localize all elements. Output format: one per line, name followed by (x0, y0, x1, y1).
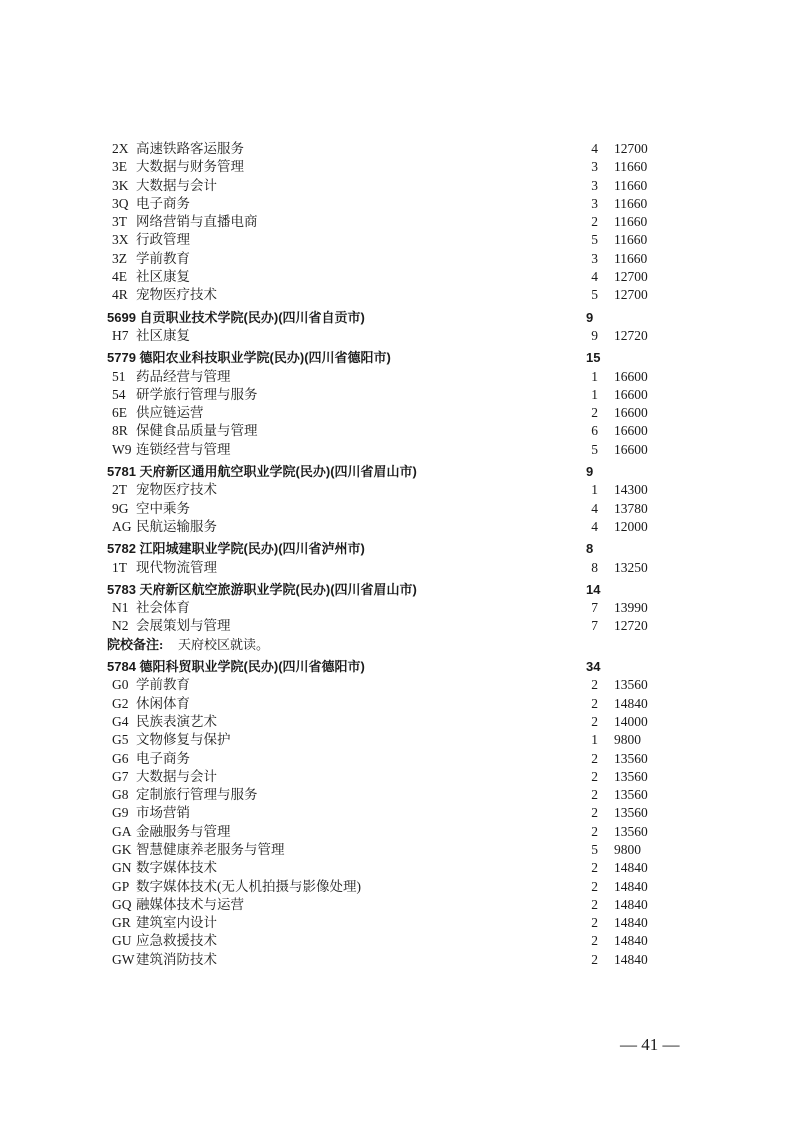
program-row (0, 158, 800, 176)
program-name: 大数据与财务管理 (136, 159, 244, 175)
program-name: 连锁经营与管理 (136, 441, 231, 457)
program-code: 3Z (112, 250, 127, 266)
tuition-fee: 12000 (614, 518, 648, 534)
program-row (0, 500, 800, 518)
school-name: 5784 德阳科贸职业学院(民办)(四川省德阳市) (107, 659, 365, 675)
tuition-fee: 13560 (614, 823, 648, 839)
school-name: 5783 天府新区航空旅游职业学院(民办)(四川省眉山市) (107, 581, 417, 597)
tuition-fee: 12700 (614, 269, 648, 285)
school-name: 5699 自贡职业技术学院(民办)(四川省自贡市) (107, 309, 365, 325)
tuition-fee: 14840 (614, 933, 648, 949)
program-row (0, 195, 800, 213)
program-code: 3Q (112, 195, 129, 211)
program-code: 3K (112, 177, 129, 193)
tuition-fee: 12720 (614, 327, 648, 343)
plan-count: 7 (591, 600, 598, 616)
page-number: — 41 — (620, 1035, 680, 1054)
plan-count: 1 (591, 368, 598, 384)
program-row (0, 368, 800, 386)
plan-count: 2 (591, 896, 598, 912)
program-code: 2T (112, 482, 127, 498)
tuition-fee: 14840 (614, 878, 648, 894)
program-code: G9 (112, 805, 129, 821)
school-header-row (0, 581, 800, 599)
program-name: 大数据与会计 (136, 177, 217, 193)
program-code: GQ (112, 896, 132, 912)
program-code: G4 (112, 713, 129, 729)
program-name: 高速铁路客运服务 (136, 141, 244, 156)
plan-count: 9 (591, 327, 598, 343)
tuition-fee: 14840 (614, 896, 648, 912)
program-code: G7 (112, 768, 129, 784)
school-header-row (0, 349, 800, 367)
tuition-fee: 13560 (614, 768, 648, 784)
tuition-fee: 11660 (614, 159, 648, 175)
program-name: 保健食品质量与管理 (136, 423, 258, 439)
plan-count: 2 (591, 713, 598, 729)
program-row (0, 177, 800, 195)
program-code: N2 (112, 618, 129, 634)
program-name: 电子商务 (136, 195, 190, 211)
program-row (0, 823, 800, 841)
plan-count: 2 (591, 860, 598, 876)
program-row (0, 859, 800, 877)
program-code: 6E (112, 405, 127, 421)
program-row (0, 422, 800, 440)
program-code: 4E (112, 269, 127, 285)
program-row (0, 896, 800, 914)
program-name: 网络营销与直播电商 (136, 214, 258, 230)
program-name: 社会体育 (136, 600, 190, 616)
tuition-fee: 14840 (614, 915, 648, 931)
tuition-fee: 9800 (614, 841, 641, 857)
program-name: 民航运输服务 (136, 518, 217, 534)
program-code: G8 (112, 787, 129, 803)
program-row (0, 559, 800, 577)
plan-count: 8 (591, 559, 598, 575)
school-header-row (0, 658, 800, 676)
program-name: 供应链运营 (136, 405, 204, 421)
tuition-fee: 16600 (614, 405, 648, 421)
program-row (0, 327, 800, 345)
program-name: 宠物医疗技术 (136, 287, 217, 303)
program-code: GR (112, 915, 131, 931)
program-row (0, 518, 800, 536)
plan-count: 2 (591, 677, 598, 693)
program-row (0, 914, 800, 932)
program-code: 3X (112, 232, 129, 248)
plan-count: 1 (591, 732, 598, 748)
program-code: W9 (112, 441, 132, 457)
program-name: 电子商务 (136, 750, 190, 766)
tuition-fee: 16600 (614, 441, 648, 457)
program-row (0, 750, 800, 768)
tuition-fee: 12700 (614, 141, 648, 156)
program-name: 金融服务与管理 (136, 823, 231, 839)
program-name: 定制旅行管理与服务 (136, 787, 258, 803)
program-row (0, 695, 800, 713)
program-name: 应急救援技术 (136, 933, 217, 949)
program-name: 融媒体技术与运营 (136, 896, 244, 912)
plan-count: 2 (591, 405, 598, 421)
program-row (0, 404, 800, 422)
school-name: 5779 德阳农业科技职业学院(民办)(四川省德阳市) (107, 350, 391, 366)
tuition-fee: 16600 (614, 368, 648, 384)
program-row (0, 932, 800, 950)
program-row (0, 768, 800, 786)
program-row (0, 286, 800, 304)
program-name: 市场营销 (136, 805, 190, 821)
tuition-fee: 14840 (614, 860, 648, 876)
plan-count: 3 (591, 177, 598, 193)
program-row (0, 481, 800, 499)
program-row (0, 804, 800, 822)
note-label: 院校备注: (107, 636, 164, 652)
program-code: 51 (112, 368, 126, 384)
program-row (0, 140, 800, 158)
program-code: GW (112, 951, 135, 967)
program-name: 数字媒体技术 (136, 860, 217, 876)
tuition-fee: 11660 (614, 250, 648, 266)
tuition-fee: 16600 (614, 423, 648, 439)
school-plan-total: 34 (586, 659, 601, 675)
program-name: 建筑消防技术 (136, 951, 217, 967)
program-code: 9G (112, 500, 129, 516)
program-name: 行政管理 (136, 232, 190, 248)
program-name: 休闲体育 (136, 695, 190, 711)
program-name: 数字媒体技术(无人机拍摄与影像处理) (136, 878, 361, 894)
plan-count: 3 (591, 195, 598, 211)
program-row (0, 676, 800, 694)
plan-count: 2 (591, 787, 598, 803)
tuition-fee: 12720 (614, 618, 648, 634)
program-name: 研学旅行管理与服务 (136, 386, 258, 402)
program-code: GA (112, 823, 132, 839)
program-code: 2X (112, 141, 129, 156)
program-name: 智慧健康养老服务与管理 (136, 841, 285, 857)
tuition-fee: 11660 (614, 177, 648, 193)
tuition-fee: 11660 (614, 195, 648, 211)
program-row (0, 878, 800, 896)
plan-count: 5 (591, 232, 598, 248)
plan-count: 2 (591, 915, 598, 931)
tuition-fee: 13250 (614, 559, 648, 575)
program-code: 4R (112, 287, 128, 303)
program-row (0, 599, 800, 617)
program-name: 学前教育 (136, 677, 190, 693)
program-name: 空中乘务 (136, 500, 190, 516)
program-name: 民族表演艺术 (136, 713, 217, 729)
school-plan-total: 9 (586, 464, 594, 480)
plan-count: 7 (591, 618, 598, 634)
tuition-fee: 14840 (614, 951, 648, 967)
plan-count: 2 (591, 805, 598, 821)
program-code: 3T (112, 214, 127, 230)
program-name: 现代物流管理 (136, 559, 217, 575)
program-code: GP (112, 878, 130, 894)
school-name: 5781 天府新区通用航空职业学院(民办)(四川省眉山市) (107, 464, 417, 480)
school-plan-total: 9 (586, 309, 594, 325)
program-code: GK (112, 841, 132, 857)
program-row (0, 731, 800, 749)
program-code: G2 (112, 695, 129, 711)
plan-count: 4 (591, 269, 598, 285)
program-code: 1T (112, 559, 127, 575)
plan-count: 2 (591, 750, 598, 766)
program-code: G5 (112, 732, 129, 748)
school-note-row (0, 636, 800, 654)
note-text: 天府校区就读。 (178, 636, 270, 652)
tuition-fee: 12700 (614, 287, 648, 303)
program-name: 宠物医疗技术 (136, 482, 217, 498)
plan-count: 4 (591, 518, 598, 534)
program-row (0, 213, 800, 231)
program-row (0, 841, 800, 859)
school-plan-total: 15 (586, 350, 601, 366)
program-row (0, 441, 800, 459)
plan-count: 2 (591, 878, 598, 894)
program-name: 文物修复与保护 (136, 732, 231, 748)
program-name: 学前教育 (136, 250, 190, 266)
tuition-fee: 16600 (614, 386, 648, 402)
program-code: 8R (112, 423, 128, 439)
plan-count: 2 (591, 951, 598, 967)
plan-count: 5 (591, 841, 598, 857)
plan-count: 5 (591, 287, 598, 303)
plan-count: 6 (591, 423, 598, 439)
plan-count: 3 (591, 159, 598, 175)
program-row (0, 617, 800, 635)
program-name: 会展策划与管理 (136, 618, 231, 634)
program-row (0, 713, 800, 731)
tuition-fee: 13560 (614, 805, 648, 821)
plan-count: 2 (591, 823, 598, 839)
school-header-row (0, 540, 800, 558)
plan-count: 4 (591, 141, 598, 156)
plan-count: 2 (591, 933, 598, 949)
plan-count: 1 (591, 482, 598, 498)
plan-count: 2 (591, 695, 598, 711)
program-row (0, 268, 800, 286)
school-header-row (0, 309, 800, 327)
school-plan-total: 14 (586, 581, 601, 597)
tuition-fee: 14840 (614, 695, 648, 711)
plan-count: 5 (591, 441, 598, 457)
program-code: H7 (112, 327, 129, 343)
program-code: 3E (112, 159, 127, 175)
school-plan-total: 8 (586, 541, 594, 557)
tuition-fee: 11660 (614, 232, 648, 248)
plan-count: 1 (591, 386, 598, 402)
tuition-fee: 13560 (614, 787, 648, 803)
program-name: 大数据与会计 (136, 768, 217, 784)
program-code: AG (112, 518, 132, 534)
tuition-fee: 14300 (614, 482, 648, 498)
program-code: G6 (112, 750, 129, 766)
program-row (0, 951, 800, 969)
program-row (0, 250, 800, 268)
tuition-fee: 13990 (614, 600, 648, 616)
program-row (0, 386, 800, 404)
program-code: GN (112, 860, 132, 876)
program-name: 社区康复 (136, 327, 190, 343)
tuition-fee: 9800 (614, 732, 641, 748)
plan-count: 4 (591, 500, 598, 516)
tuition-fee: 13780 (614, 500, 648, 516)
program-code: G0 (112, 677, 129, 693)
program-row (0, 231, 800, 249)
program-name: 药品经营与管理 (136, 368, 231, 384)
admission-plan-table (0, 140, 800, 969)
program-name: 社区康复 (136, 269, 190, 285)
tuition-fee: 13560 (614, 750, 648, 766)
tuition-fee: 11660 (614, 214, 648, 230)
school-name: 5782 江阳城建职业学院(民办)(四川省泸州市) (107, 541, 365, 557)
program-code: GU (112, 933, 132, 949)
program-row (0, 786, 800, 804)
plan-count: 2 (591, 768, 598, 784)
plan-count: 3 (591, 250, 598, 266)
program-name: 建筑室内设计 (136, 915, 217, 931)
plan-count: 2 (591, 214, 598, 230)
program-code: N1 (112, 600, 129, 616)
school-header-row (0, 463, 800, 481)
tuition-fee: 13560 (614, 677, 648, 693)
tuition-fee: 14000 (614, 713, 648, 729)
program-code: 54 (112, 386, 126, 402)
